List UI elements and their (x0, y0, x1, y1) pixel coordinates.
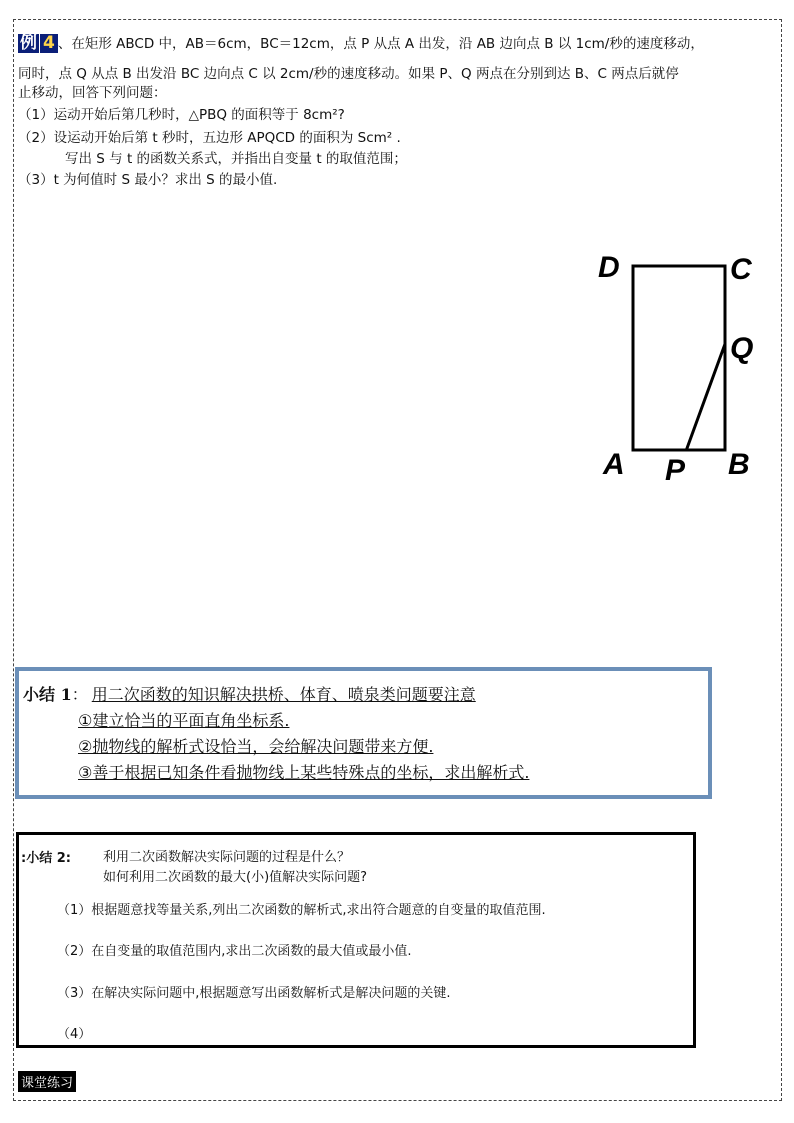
summary-2-item-1: （1）根据题意找等量关系,列出二次函数的解析式,求出符合题意的自变量的取值范围. (57, 903, 546, 918)
example-line-1 (18, 34, 704, 54)
question-1: （1）运动开始后第几秒时，△PBQ 的面积等于 8cm²? (18, 107, 345, 123)
label-a: A (603, 448, 625, 481)
summary-1-heading: 用二次函数的知识解决拱桥、体育、喷泉类问题要注意 (91, 685, 476, 704)
question-2-detail: 写出 S 与 t 的函数关系式，并指出自变量 t 的取值范围； (65, 151, 407, 167)
summary-2-title: :小结 2: (21, 851, 71, 866)
summary-2-question-1: 利用二次函数解决实际问题的过程是什么？ (103, 850, 351, 865)
summary-1-title: 小结 1 (23, 685, 72, 704)
summary-1-colon: ： (71, 685, 88, 704)
summary-2-item-4: （4） (57, 1027, 92, 1042)
summary-1-item-1: ①建立恰当的平面直角坐标系. (78, 711, 290, 730)
summary-1-box (15, 667, 712, 799)
summary-1-item-3: ③善于根据已知条件看抛物线上某些特殊点的坐标，求出解析式. (78, 763, 530, 782)
question-2: （2）设运动开始后第 t 秒时，五边形 APQCD 的面积为 Scm² . (18, 130, 401, 146)
example-badge: 例 (20, 33, 37, 53)
summary-1-item-2: ②抛物线的解析式设恰当，会给解决问题带来方便. (78, 737, 434, 756)
example-number: 4 (40, 34, 58, 53)
example-line-2: 同时，点 Q 从点 B 出发沿 BC 边向点 C 以 2cm/秒的速度移动。如果 P、Q 两点在分别到达 B、C 两点后就停 (18, 66, 679, 82)
summary-2-box (16, 832, 696, 1048)
practice-label: 课堂练习 (18, 1071, 76, 1092)
example-line-3: 止移动，回答下列问题： (18, 85, 167, 101)
summary-1-heading-line (23, 682, 476, 705)
summary-2-item-2: （2）在自变量的取值范围内,求出二次函数的最大值或最小值. (57, 944, 412, 959)
summary-2-item-3: （3）在解决实际问题中,根据题意写出函数解析式是解决问题的关键. (57, 986, 451, 1001)
example-text-1: 、在矩形 ABCD 中，AB＝6cm，BC＝12cm，点 P 从点 A 出发，沿 AB 边向点 B 以 1cm/秒的速度移动， (57, 36, 704, 52)
label-d: D (598, 251, 620, 284)
label-p: P (665, 454, 686, 487)
label-q: Q (730, 332, 754, 365)
label-c: C (730, 253, 752, 286)
summary-2-question-2: 如何利用二次函数的最大(小)值解决实际问题? (103, 870, 368, 885)
label-b: B (728, 448, 750, 481)
question-3: （3）t 为何值时 S 最小？求出 S 的最小值. (18, 172, 278, 188)
